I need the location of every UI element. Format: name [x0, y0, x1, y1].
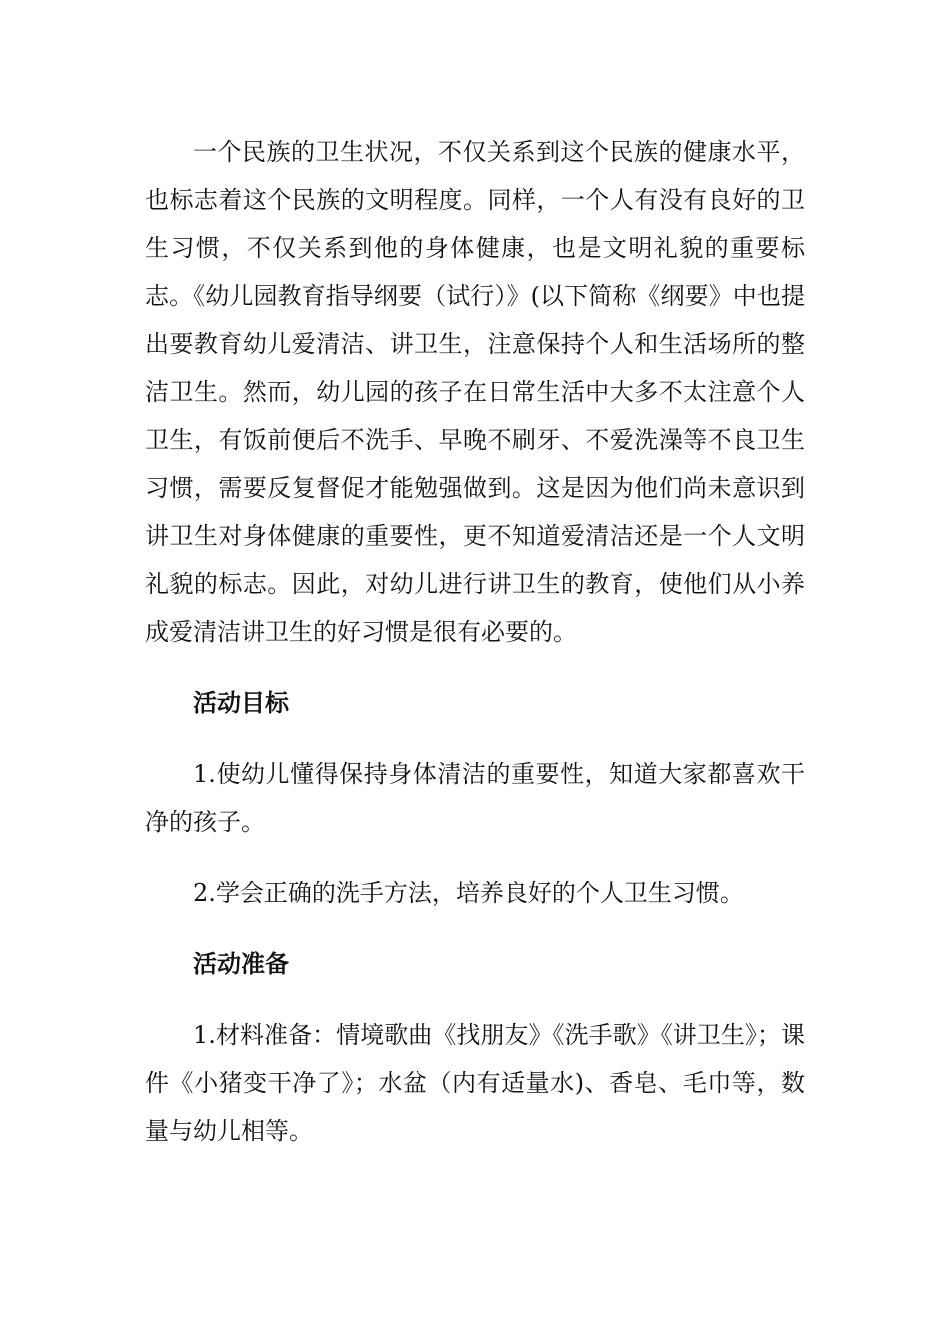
intro-paragraph: 一个民族的卫生状况，不仅关系到这个民族的健康水平，也标志着这个民族的文明程度。同样，一个人有没有良好的卫生习惯，不仅关系到他的身体健康，也是文明礼貌的重要标志。《幼儿园教育指导纲要（试行）》(以下简称《纲要》中也提出要教育幼儿爱清洁、讲卫生，注意保持个人和生活场所的整洁卫生。然而，幼儿园的孩子在日常生活中大多不太注意个人卫生，有饭前便后不洗手、早晚不刷牙、不爱洗澡等不良卫生习惯，需要反复督促才能勉强做到。这是因为他们尚未意识到讲卫生对身体健康的重要性，更不知道爱清洁还是一个人文明礼貌的标志。因此，对幼儿进行讲卫生的教育，使他们从小养成爱清洁讲卫生的好习惯是很有必要的。 [145, 138, 805, 646]
prep-item-1: 1.材料准备：情境歌曲《找朋友》《洗手歌》《讲卫生》；课件《小猪变干净了》；水盆（内有适量水)、香皂、毛巾等，数量与幼儿相等。 [145, 1021, 805, 1145]
goal-item-1: 1.使幼儿懂得保持身体清洁的重要性，知道大家都喜欢干净的孩子。 [145, 760, 805, 836]
goals-heading: 活动目标 [193, 689, 289, 717]
goal-item-2: 2.学会正确的洗手方法，培养良好的个人卫生习惯。 [193, 879, 744, 907]
prep-heading: 活动准备 [193, 950, 289, 978]
document-body [145, 128, 805, 1178]
